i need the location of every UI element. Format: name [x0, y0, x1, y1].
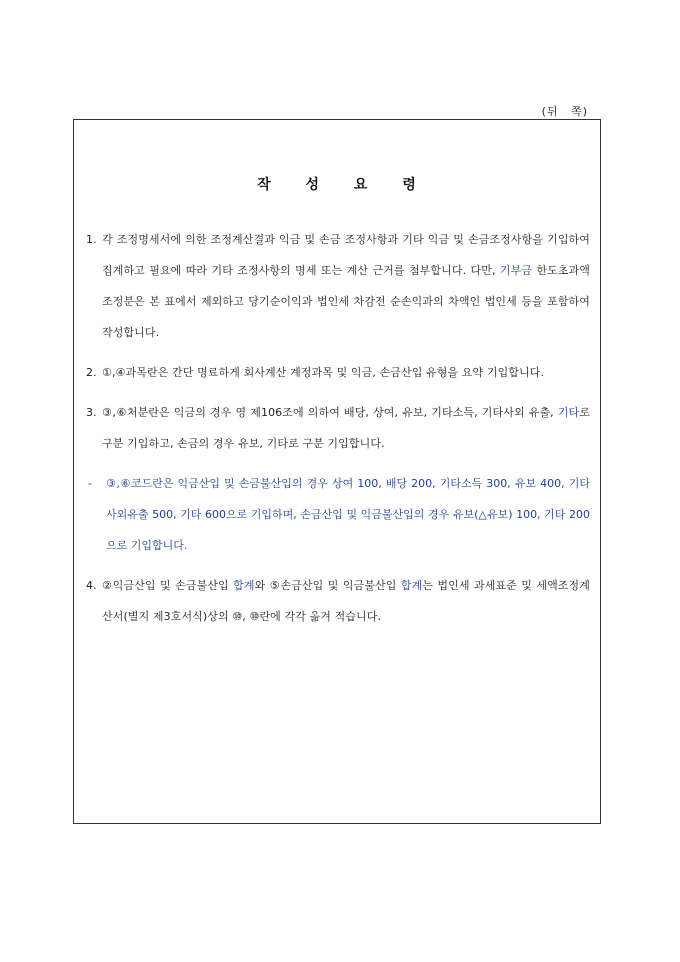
- back-side-label: (뒤 쪽): [541, 105, 588, 118]
- item-text: ③,⑥코드란은 익금산입 및 손금불산입의 경우 상여 100, 배당 200, 기타소득 300, 유보 400, 기타사외유출 500, 기타 600으로 기입하며, 손금산입 및 익금불산입의 경우 유보(△유보) 100, 기타 200으로 기입합니다.: [106, 477, 590, 552]
- item-number: 3.: [86, 406, 97, 419]
- item-text: ②익금산입 및 손금불산입: [102, 579, 234, 592]
- item-text: 로 구분 기입하고, 손금의 경우 유보, 기타로 구분 기입합니다.: [102, 406, 590, 450]
- instruction-item-3: [86, 397, 590, 459]
- item-number: 1.: [86, 233, 97, 246]
- instructions-title: 작 성 요 령: [257, 177, 417, 193]
- item-text: 각 조정명세서에 의한 조정계산결과 익금 및 손금 조정사항과 기타 익금 및 손금조정사항을 기입하여 집계하고 필요에 따라 기타 조정사항의 명세 또는 계산 근거를 첨부합니다. 다만,: [102, 233, 590, 277]
- item-text: 는 법인세 과세표준 및 세액조정계산서(별지 제3호서식)상의 ⑩, ⑩란에 각각 옮겨 적습니다.: [102, 579, 590, 623]
- item-text: 한도초과액 조정분은 본 표에서 제외하고 당기순이익과 법인세 차감전 순손익과의 차액인 법인세 등을 포함하여 작성합니다.: [102, 264, 590, 339]
- instructions-list: [86, 224, 590, 641]
- item-dash: -: [88, 477, 92, 490]
- item-number: 2.: [86, 366, 97, 379]
- item-highlight: 합계: [400, 579, 423, 592]
- item-highlight: 기부금: [499, 264, 533, 277]
- item-text: 와 ⑤손금산입 및 익금불산입: [254, 579, 401, 592]
- instruction-item-2: [86, 357, 590, 388]
- item-highlight: 기타: [557, 406, 580, 419]
- instruction-item-4: [86, 570, 590, 632]
- item-highlight: 합계: [233, 579, 255, 592]
- instructions-box: [73, 119, 601, 824]
- instruction-subitem-code: [86, 468, 590, 561]
- item-text: ③,⑥처분란은 익금의 경우 영 제106조에 의하여 배당, 상여, 유보, 기타소득, 기타사외 유출,: [102, 406, 558, 419]
- item-text: ①,④과목란은 간단 명료하게 회사계산 계정과목 및 익금, 손금산입 유형을 요약 기입합니다.: [102, 366, 545, 379]
- item-number: 4.: [86, 579, 97, 592]
- instruction-item-1: [86, 224, 590, 348]
